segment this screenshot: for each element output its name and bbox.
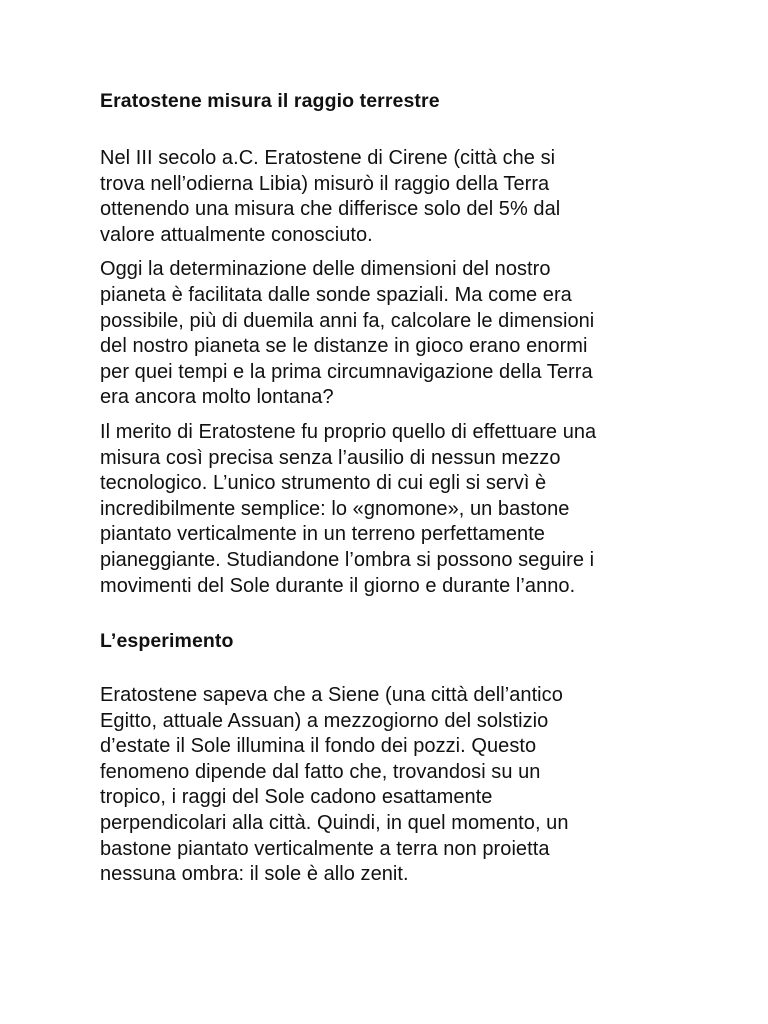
- paragraph-intro: Nel III secolo a.C. Eratostene di Cirene (città che si trova nell’odierna Libia) misurò il raggio della Terra ottenendo una misura che differisce solo del 5% dal valore attualmente conosciuto.: [100, 147, 561, 246]
- section-title: Eratostene misura il raggio terrestre: [100, 90, 440, 112]
- paragraph-question: Oggi la determinazione delle dimensioni del nostro pianeta è facilitata dalle sonde spaziali. Ma come era possibile, più di duemila anni fa, calcolare le dimensioni del nostro pianeta se le distanze in gioco erano enormi per quei tempi e la prima circumnavigazione della Terra era ancora molto lontana?: [100, 258, 595, 409]
- paragraph-gnomone: Il merito di Eratostene fu proprio quello di effettuare una misura così precisa senza l’ausilio di nessun mezzo tecnologico. L’unico strumento di cui egli si servì è incredibilmente semplice: lo «gnomone», un bastone piantato verticalmente in un terreno perfettamente pianeggiante. Studiandone l’ombra si possono seguire i movimenti del Sole durante il giorno e durante l’anno.: [100, 420, 597, 597]
- paragraph-siene: Eratostene sapeva che a Siene (una città dell’antico Egitto, attuale Assuan) a mezzogiorno del solstizio d’estate il Sole illumina il fondo dei pozzi. Questo fenomeno dipende dal fatto che, trovandosi su un tropico, i raggi del Sole cadono esattamente perpendicolari alla città. Quindi, in quel momento, un bastone piantato verticalmente a terra non proietta nessuna ombra: il sole è allo zenit.: [100, 684, 569, 886]
- section-title: L’esperimento: [100, 630, 234, 653]
- section-eratostene: [100, 88, 680, 599]
- document-page: [100, 88, 680, 897]
- section-esperimento: [100, 628, 680, 888]
